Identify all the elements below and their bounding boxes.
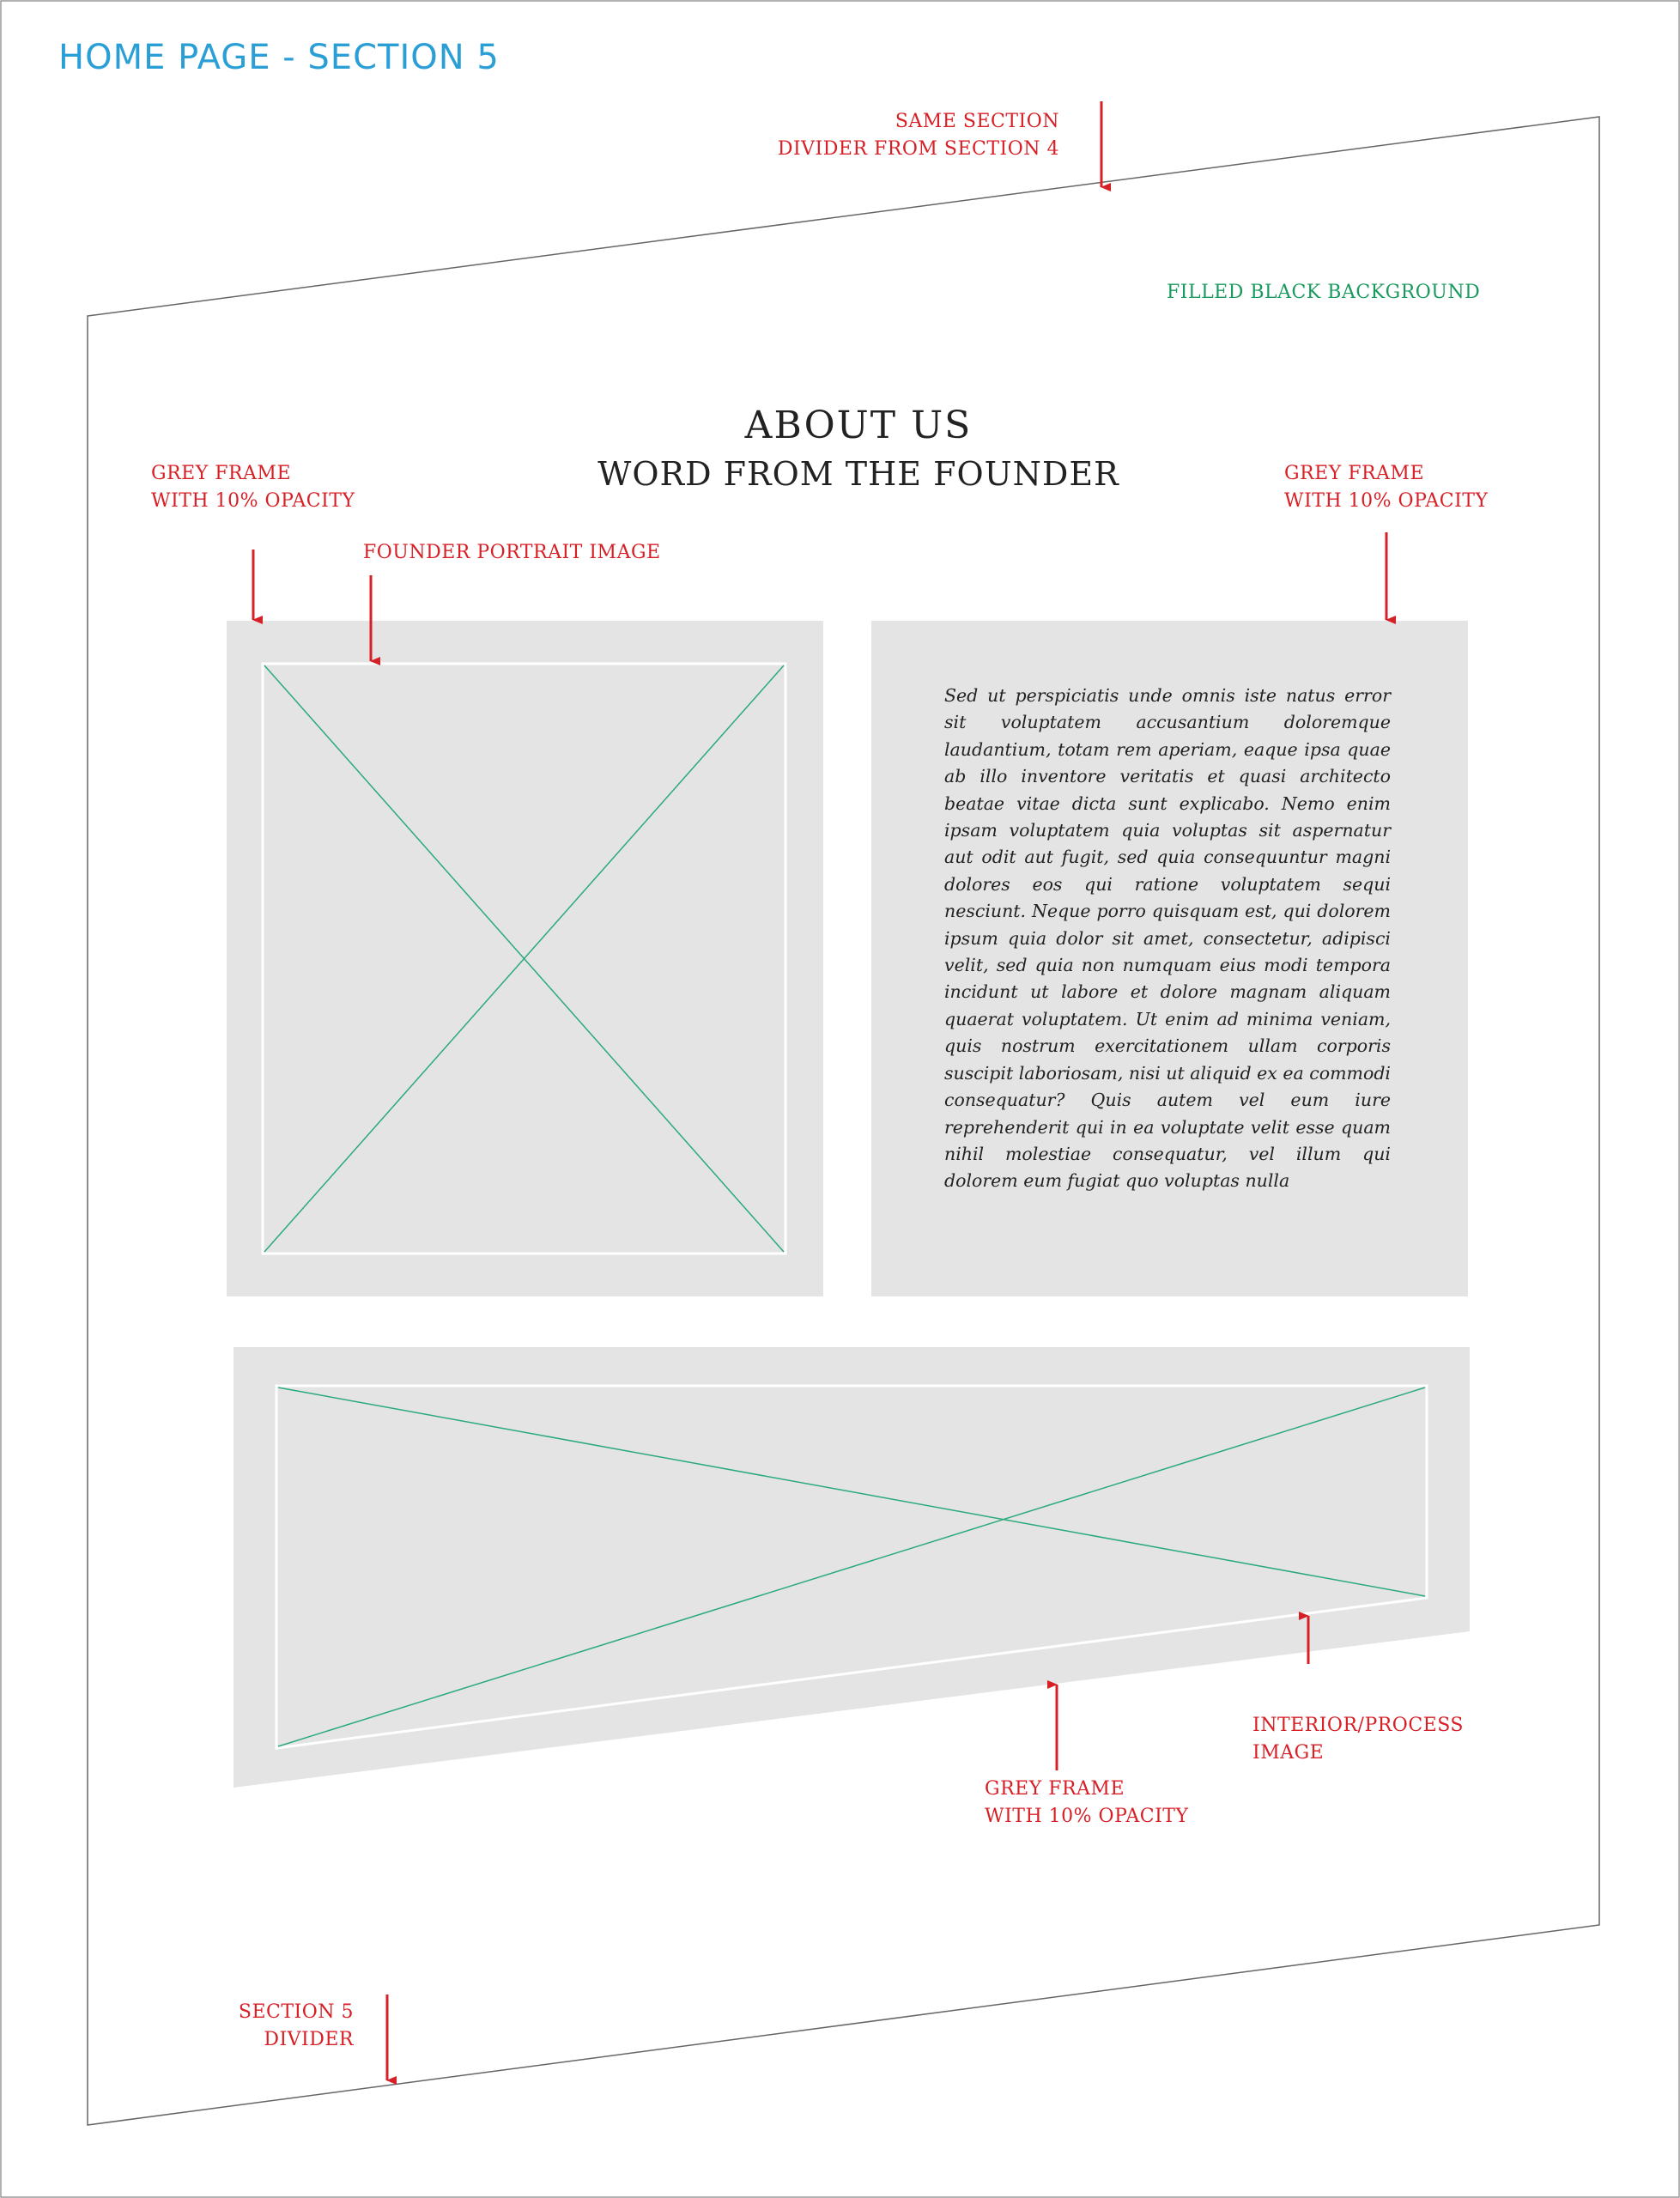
annotation-line: WITH 10% OPACITY	[1284, 490, 1489, 512]
annotation-line: WITH 10% OPACITY	[985, 1806, 1189, 1827]
annotation-section-5-divider	[197, 1999, 354, 2054]
founder-body-text: Sed ut perspiciatis unde omnis iste natus error sit voluptatem accusantium doloremque laudantium, totam rem aperiam, eaque ipsa quae ab illo inventore veritatis et quasi architecto beatae vitae dicta sunt explicabo. Nemo enim ipsam voluptatem quia voluptas sit aspernatur aut odit aut fugit, sed quia consequuntur magni dolores eos qui ratione voluptatem sequi nesciunt. Neque porro quisquam est, qui dolorem ipsum quia dolor sit amet, consectetur, adipisci velit, sed quia non numquam eius modi tempora incidunt ut labore et dolore magnam aliquam quaerat voluptatem. Ut enim ad minima veniam, quis nostrum exercitationem ullam corporis suscipit laboriosam, nisi ut aliquid ex ea commodi consequatur? Quis autem vel eum iure reprehenderit qui in ea voluptate velit esse quam nihil molestiae consequatur, vel illum qui dolorem eum fugiat quo voluptas nulla	[944, 685, 1391, 1192]
annotation-grey-frame-right	[1284, 460, 1488, 515]
annotation-line: SAME SECTION	[895, 111, 1059, 132]
annotation-interior-process-image	[1252, 1712, 1464, 1767]
section-heading: ABOUT US	[744, 404, 973, 447]
annotation-grey-frame-bottom	[985, 1776, 1188, 1831]
annotation-line: IMAGE	[1252, 1742, 1325, 1764]
annotation-line: DIVIDER FROM SECTION 4	[777, 138, 1059, 160]
annotation-line: GREY FRAME	[151, 463, 292, 484]
annotation-line: SECTION 5	[238, 2001, 354, 2023]
annotation-line: INTERIOR/PROCESS	[1252, 1715, 1464, 1736]
annotation-line: GREY FRAME	[985, 1778, 1125, 1800]
annotation-line: DIVIDER	[264, 2029, 354, 2050]
section-subheading: WORD FROM THE FOUNDER	[597, 455, 1119, 493]
annotation-line: WITH 10% OPACITY	[151, 490, 355, 512]
annotation-same-section-divider	[755, 108, 1059, 163]
annotation-founder-portrait: FOUNDER PORTRAIT IMAGE	[363, 542, 661, 563]
page-title: HOME PAGE - SECTION 5	[58, 38, 500, 77]
annotation-filled-background: FILLED BLACK BACKGROUND	[1167, 282, 1481, 303]
annotation-line: GREY FRAME	[1284, 463, 1425, 484]
annotation-grey-frame-left	[151, 460, 355, 515]
